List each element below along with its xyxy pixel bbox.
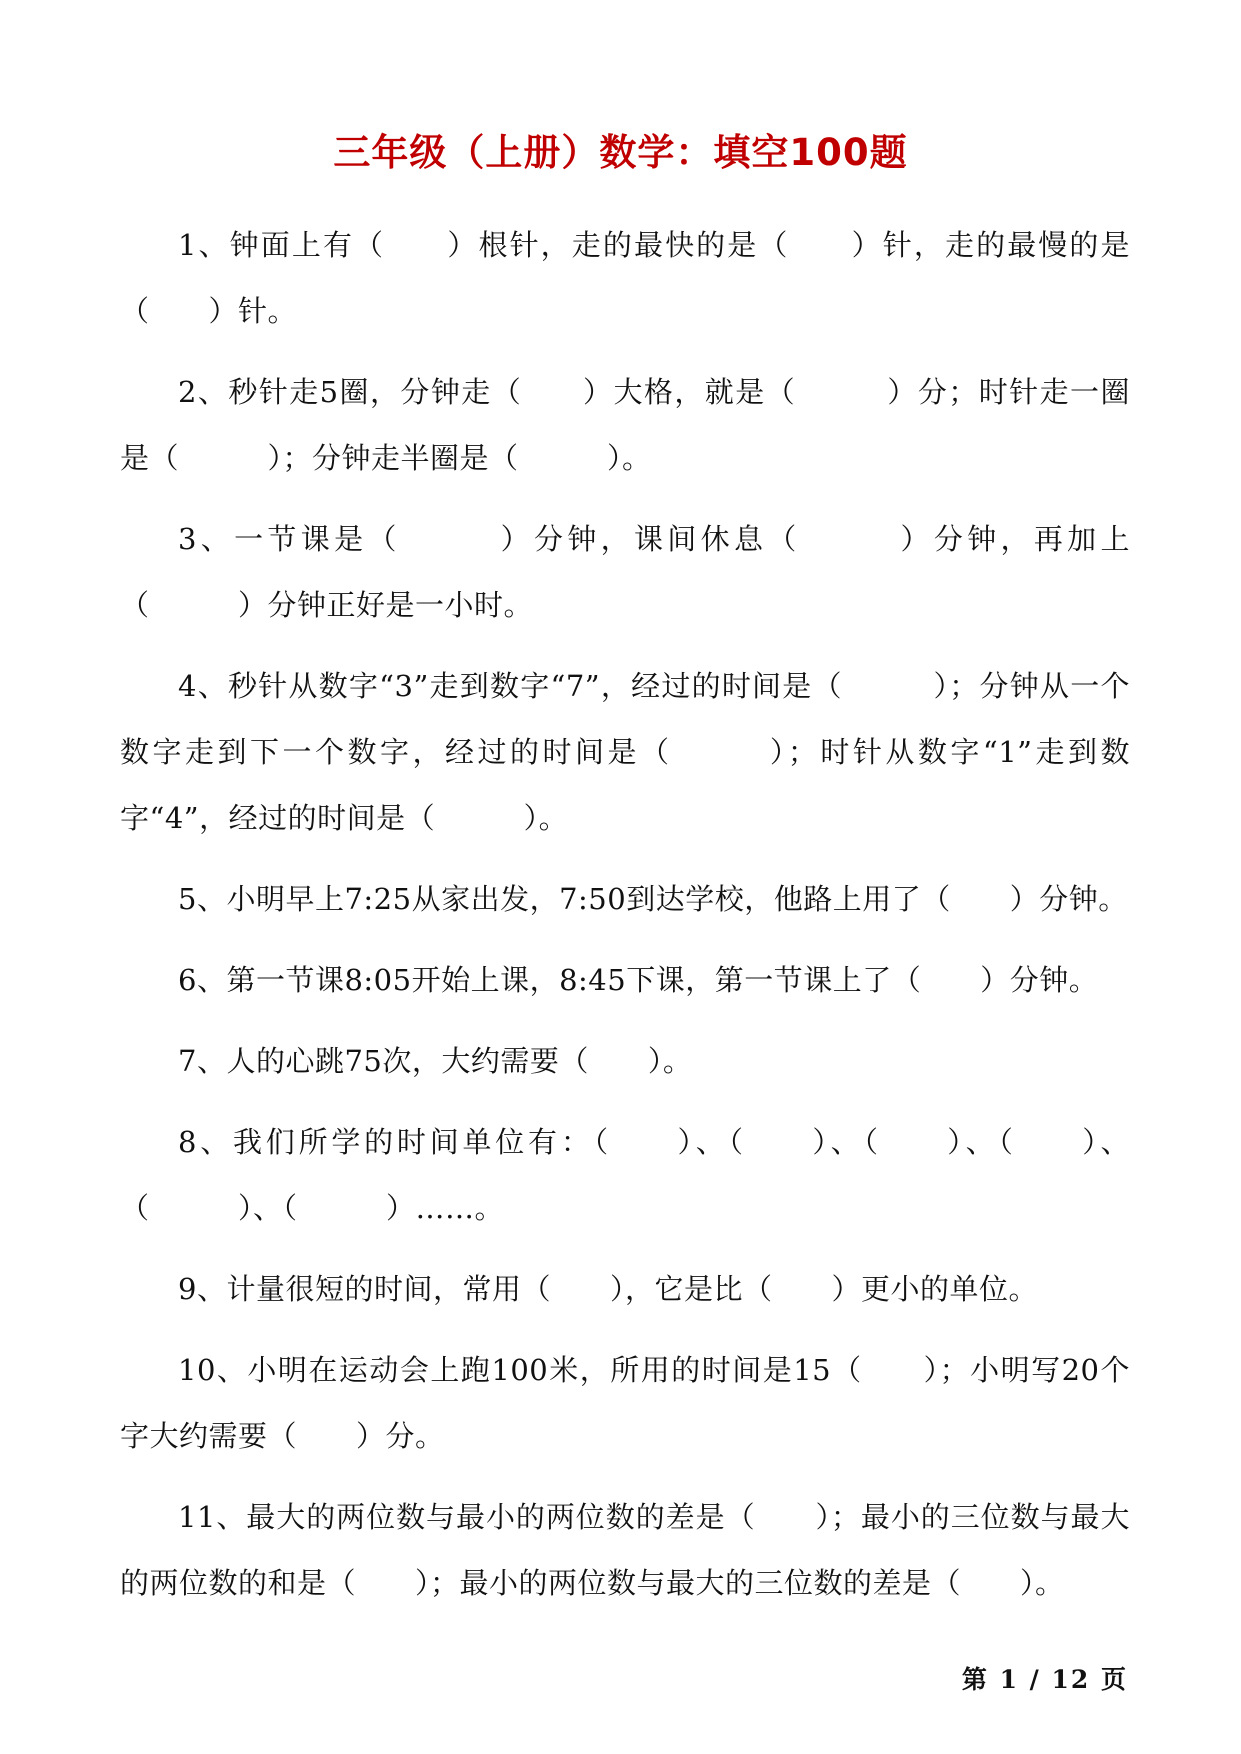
question-3: 3、一节课是（ ）分钟，课间休息（ ）分钟，再加上（ ）分钟正好是一小时。: [120, 522, 1130, 622]
question-10: 10、小明在运动会上跑100米，所用的时间是15（ ）；小明写20个字大约需要（ ）分。: [120, 1353, 1130, 1453]
question-4: 4、秒针从数字“3”走到数字“7”，经过的时间是（ ）；分钟从一个数字走到下一个数字，经过的时间是（ ）；时针从数字“1”走到数字“4”，经过的时间是（ ）。: [120, 669, 1130, 835]
question-list: [120, 212, 1130, 1631]
question-7: 7、人的心跳75次，大约需要（ ）。: [178, 1044, 693, 1078]
page-number: 第 1 / 12 页: [961, 1665, 1128, 1694]
question-6: 6、第一节课8:05开始上课，8:45下课，第一节课上了（ ）分钟。: [178, 963, 1099, 997]
question-9: 9、计量很短的时间，常用（ ），它是比（ ）更小的单位。: [178, 1272, 1038, 1306]
question-8: 8、我们所学的时间单位有：（ ）、（ ）、（ ）、（ ）、（ ）、（ ）……。: [120, 1125, 1130, 1225]
question-11: 11、最大的两位数与最小的两位数的差是（ ）；最小的三位数与最大的两位数的和是（ ）；最小的两位数与最大的三位数的差是（ ）。: [120, 1500, 1130, 1600]
question-2: 2、秒针走5圈，分钟走（ ）大格，就是（ ）分；时针走一圈是（ ）；分钟走半圈是（ ）。: [120, 375, 1130, 475]
question-5: 5、小明早上7:25从家出发，7:50到达学校，他路上用了（ ）分钟。: [178, 882, 1128, 916]
page-title: 三年级（上册）数学：填空100题: [333, 131, 908, 174]
question-1: 1、钟面上有（ ）根针，走的最快的是（ ）针，走的最慢的是（ ）针。: [120, 228, 1130, 328]
